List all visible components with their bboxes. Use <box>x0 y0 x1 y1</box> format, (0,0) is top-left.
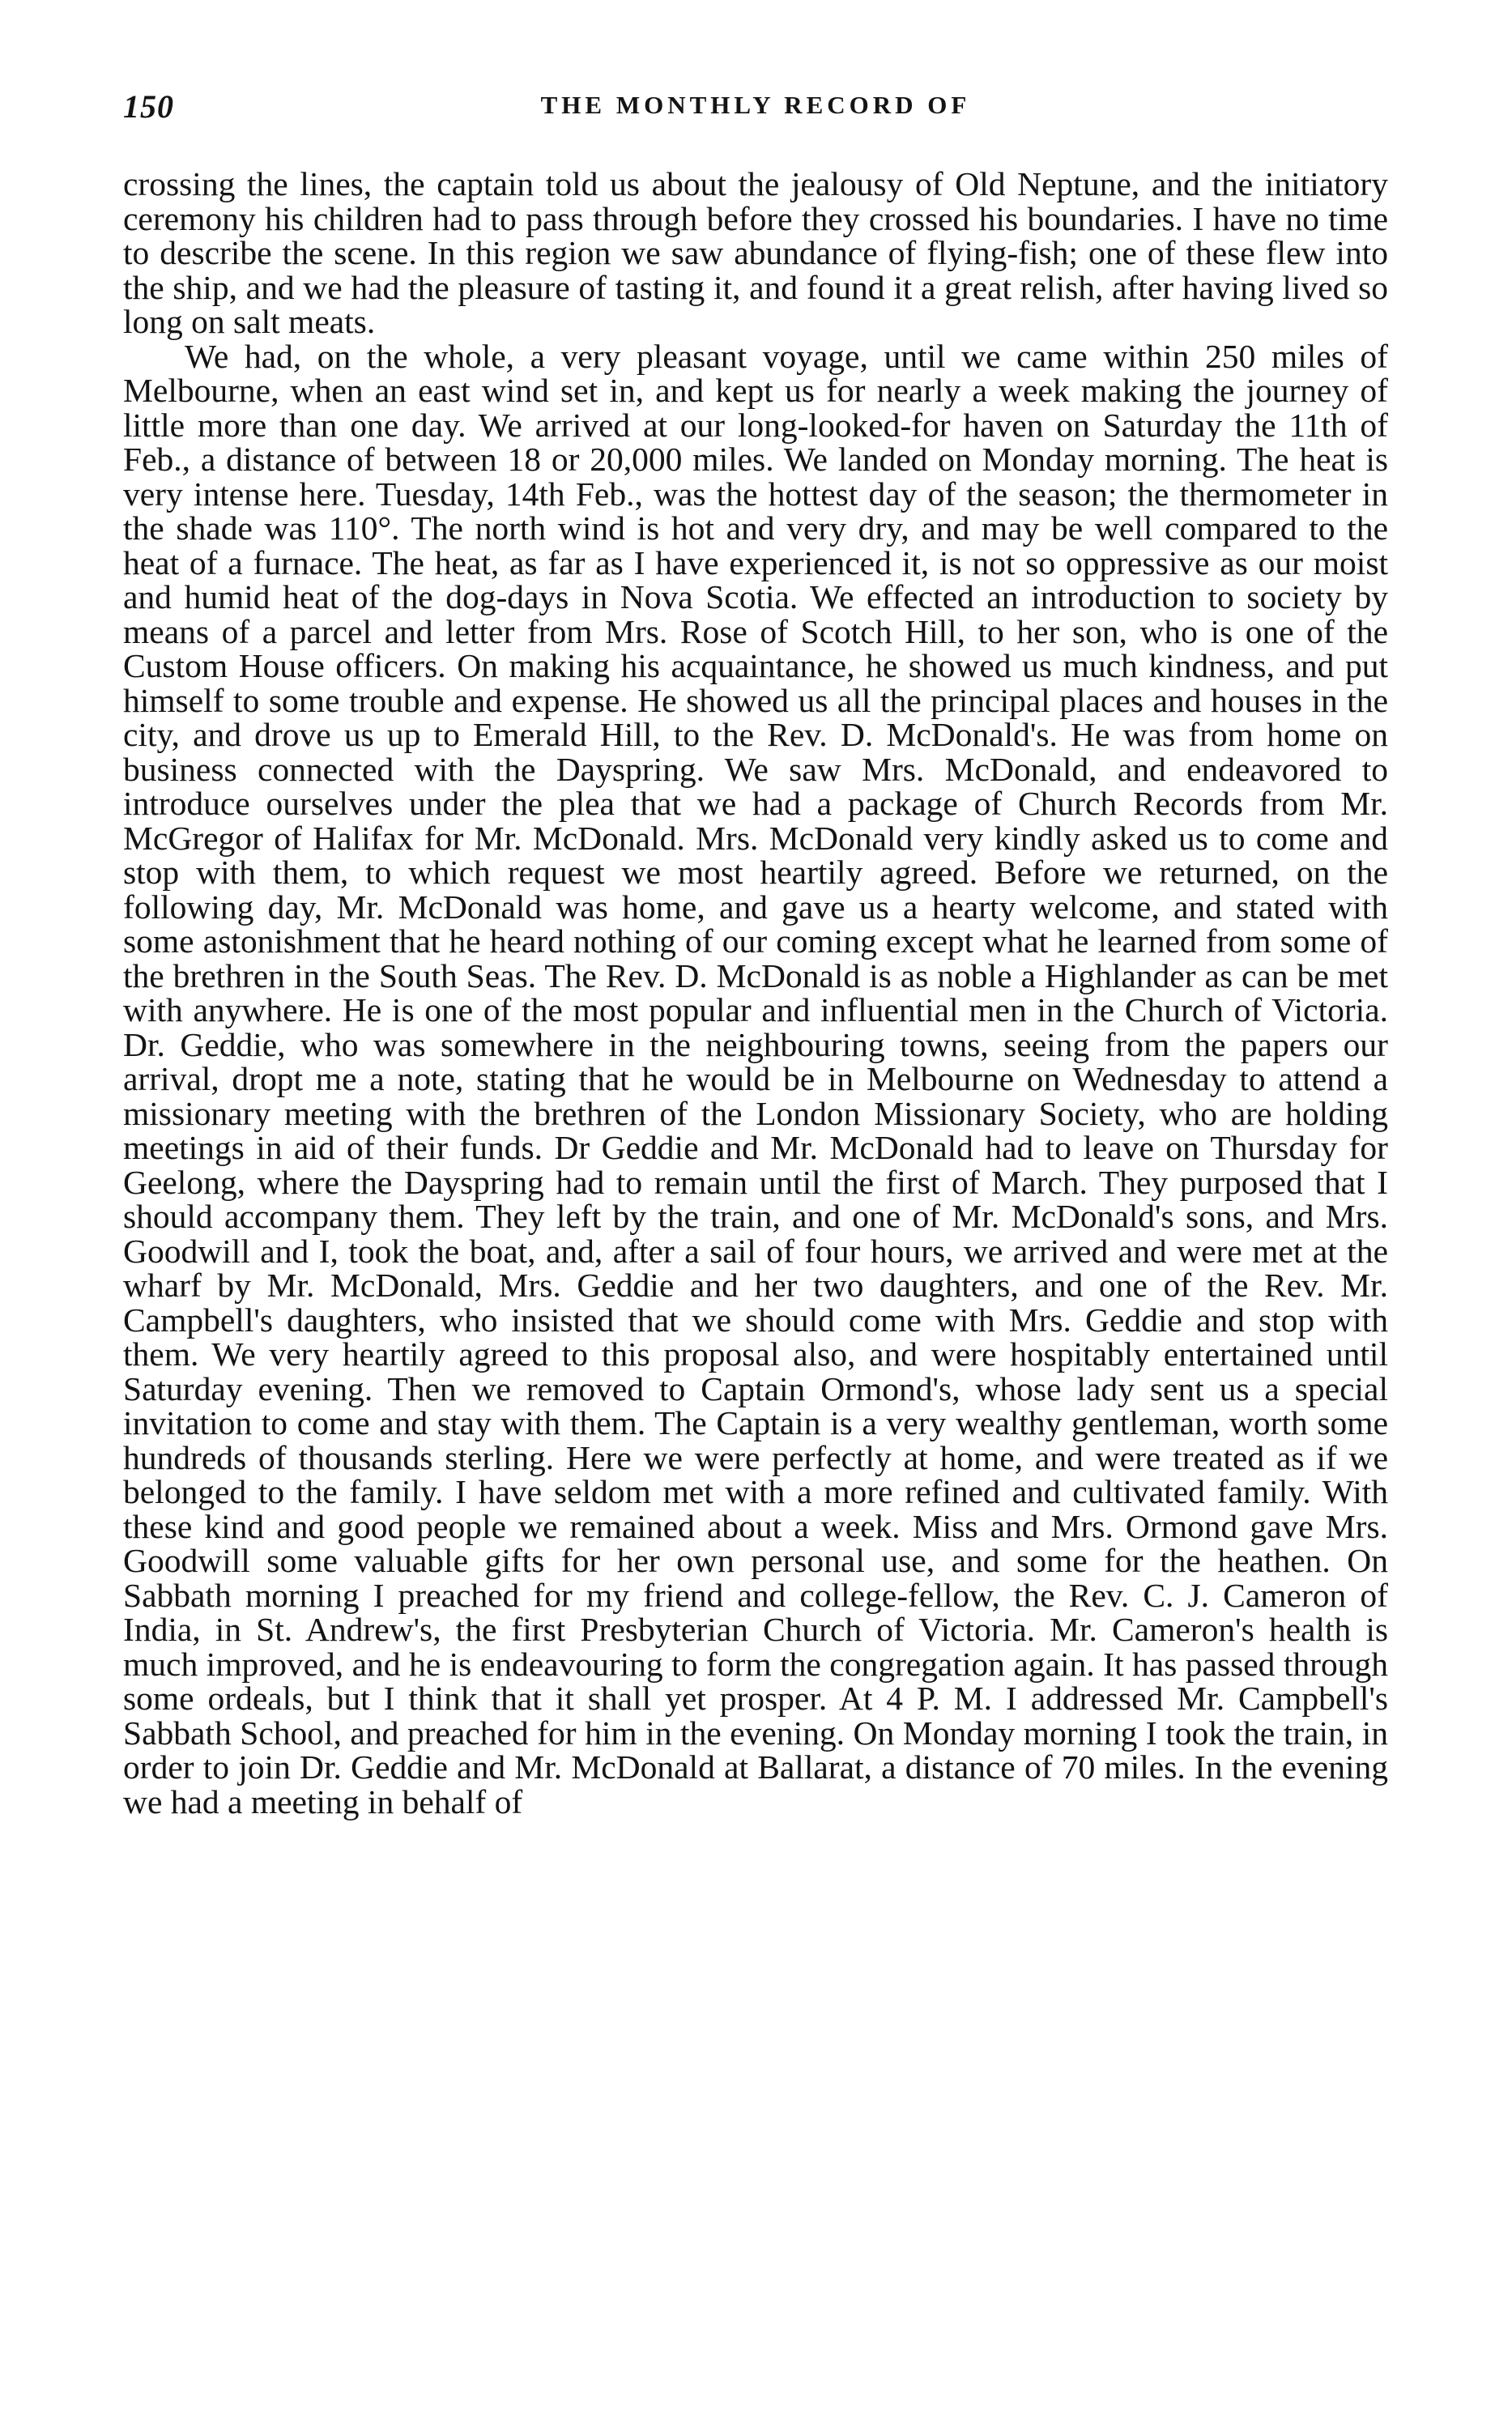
running-head <box>123 87 1388 125</box>
journal-title: THE MONTHLY RECORD OF <box>540 91 971 119</box>
paragraph-voyage: We had, on the whole, a very pleasant voyage, until we came within 250 miles of Melbourne, when an east wind set in, and kept us for nearly a week making the journey of little more than one day. We arrived at our long-looked-for haven on Saturday the 11th of Feb., a distance of between 18 or 20,000 miles. We landed on Monday morning. The heat is very intense here. Tuesday, 14th Feb., was the hottest day of the season; the thermometer in the shade was 110°. The north wind is hot and very dry, and may be well compared to the heat of a furnace. The heat, as far as I have experienced it, is not so oppressive as our moist and humid heat of the dog-days in Nova Scotia. We effected an introduction to society by means of a parcel and letter from Mrs. Rose of Scotch Hill, to her son, who is one of the Custom House officers. On making his acquaintance, he showed us much kindness, and put himself to some trouble and expense. He showed us all the principal places and houses in the city, and drove us up to Emerald Hill, to the Rev. D. McDonald's. He was from home on business connected with the Dayspring. We saw Mrs. McDonald, and endeavored to introduce ourselves under the plea that we had a package of Church Records from Mr. McGregor of Halifax for Mr. McDonald. Mrs. McDonald very kindly asked us to come and stop with them, to which request we most heartily agreed. Before we returned, on the following day, Mr. McDonald was home, and gave us a hearty welcome, and stated with some astonishment that he heard nothing of our coming except what he learned from some of the brethren in the South Seas. The Rev. D. McDonald is as noble a Highlander as can be met with anywhere. He is one of the most popular and influential men in the Church of Victoria. Dr. Geddie, who was somewhere in the neighbouring towns, seeing from the papers our arrival, dropt me a note, stating that he would be in Melbourne on Wednesday to attend a missionary meeting with the brethren of the London Missionary Society, who are holding meetings in aid of their funds. Dr Geddie and Mr. McDonald had to leave on Thursday for Geelong, where the Dayspring had to remain until the first of March. They purposed that I should accompany them. They left by the train, and one of Mr. McDonald's sons, and Mrs. Goodwill and I, took the boat, and, after a sail of four hours, we arrived and were met at the wharf by Mr. McDonald, Mrs. Geddie and her two daughters, and one of the Rev. Mr. Campbell's daughters, who insisted that we should come with Mrs. Geddie and stop with them. We very heartily agreed to this proposal also, and were hospitably entertained until Saturday evening. Then we removed to Captain Ormond's, whose lady sent us a special invitation to come and stay with them. The Captain is a very wealthy gentleman, worth some hundreds of thousands sterling. Here we were perfectly at home, and were treated as if we belonged to the family. I have seldom met with a more refined and cultivated family. With these kind and good people we remained about a week. Miss and Mrs. Ormond gave Mrs. Goodwill some valuable gifts for her own personal use, and some for the heathen. On Sabbath morning I preached for my friend and college-fellow, the Rev. C. J. Cameron of India, in St. Andrew's, the first Presbyterian Church of Victoria. Mr. Cameron's health is much improved, and he is endeavouring to form the congregation again. It has passed through some ordeals, but I think that it shall yet prosper. At 4 P. M. I addressed Mr. Campbell's Sabbath School, and preached for him in the evening. On Monday morning I took the train, in order to join Dr. Geddie and Mr. McDonald at Ballarat, a distance of 70 miles. In the evening we had a meeting in behalf of <box>123 337 1388 1820</box>
paragraph-continued: crossing the lines, the captain told us about the jealousy of Old Neptune, and the initiatory ceremony his children had to pass through before they crossed his boundaries. I have no time to describe the scene. In this region we saw abundance of flying-fish; one of these flew into the ship, and we had the pleasure of tasting it, and found it a great relish, after having lived so long on salt meats. <box>123 165 1388 340</box>
page-number: 150 <box>123 88 174 125</box>
article-body <box>123 167 1388 1819</box>
